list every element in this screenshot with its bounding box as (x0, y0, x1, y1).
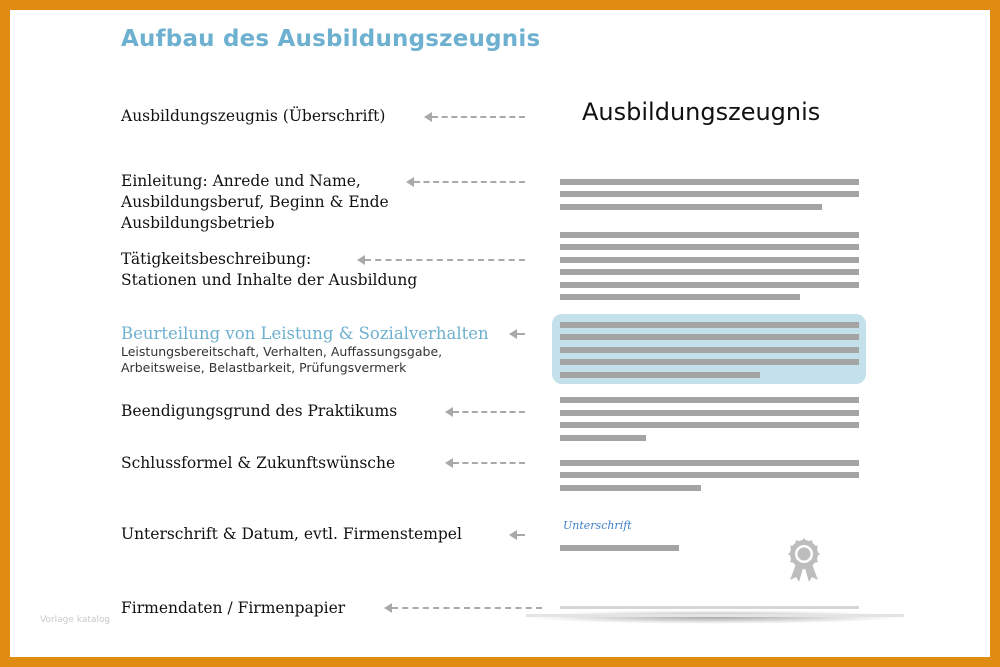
text-bar (560, 372, 760, 378)
text-bar (560, 485, 701, 491)
arrow-schlussformel (445, 457, 525, 469)
arrow-taetigkeit (357, 254, 525, 266)
text-bar (560, 472, 859, 478)
label-ueberschrift (121, 106, 385, 127)
label-line: Ausbildungsbetrieb (121, 214, 275, 232)
document-title: Ausbildungszeugnis (582, 98, 821, 126)
paper-shadow (523, 610, 905, 624)
label-unterschrift (121, 524, 462, 545)
label-line: Firmendaten / Firmenpapier (121, 599, 346, 617)
label-line: Beendigungsgrund des Praktikums (121, 402, 398, 420)
label-line: Tätigkeitsbeschreibung: (121, 250, 312, 268)
arrow-ueberschrift (424, 111, 525, 123)
text-bar (560, 257, 859, 263)
label-schlussformel (121, 453, 395, 474)
text-bar (560, 460, 859, 466)
label-line: Ausbildungsberuf, Beginn & Ende (121, 193, 389, 211)
text-bar (560, 204, 822, 210)
label-beendigung (121, 401, 397, 422)
text-bar (560, 269, 859, 275)
text-bar (560, 191, 859, 197)
text-bar (560, 334, 859, 340)
label-line: Stationen und Inhalte der Ausbildung (121, 271, 418, 289)
text-bar (560, 359, 859, 365)
diagram-heading: Aufbau des Ausbildungszeugnis (121, 26, 541, 52)
arrow-beendigung (445, 406, 525, 418)
label-line: Ausbildungszeugnis (Überschrift) (121, 107, 386, 125)
text-bar (560, 179, 859, 185)
label-beurteilung (121, 323, 489, 376)
label-einleitung (121, 171, 389, 234)
signature-text: Unterschrift (563, 519, 632, 532)
text-bar (560, 232, 859, 238)
label-sub: Arbeitsweise, Belastbarkeit, Prüfungsvermerk (121, 360, 407, 375)
text-bar (560, 397, 859, 403)
label-line: Unterschrift & Datum, evtl. Firmenstempel (121, 525, 462, 543)
arrow-einleitung (406, 176, 525, 188)
diagram-frame (10, 10, 990, 657)
text-bar (560, 322, 859, 328)
arrow-unterschrift (509, 529, 525, 541)
signature-line (560, 545, 679, 551)
label-line: Einleitung: Anrede und Name, (121, 172, 361, 190)
label-firmendaten (121, 598, 345, 619)
text-bar (560, 435, 646, 441)
paper-bottom-edge (526, 614, 904, 617)
label-line: Schlussformel & Zukunftswünsche (121, 454, 396, 472)
seal-icon (784, 536, 824, 584)
text-bar (560, 347, 859, 353)
footer-line (560, 606, 859, 609)
label-title: Beurteilung von Leistung & Sozialverhalten (121, 324, 489, 343)
text-bar (560, 244, 859, 250)
text-bar (560, 282, 859, 288)
arrow-beurteilung (509, 328, 525, 340)
text-bar (560, 422, 859, 428)
text-bar (560, 294, 800, 300)
text-bar (560, 410, 859, 416)
label-sub: Leistungsbereitschaft, Verhalten, Auffassungsgabe, (121, 344, 443, 359)
arrow-firmendaten (384, 602, 542, 614)
watermark: Vorlage katalog (40, 615, 111, 625)
